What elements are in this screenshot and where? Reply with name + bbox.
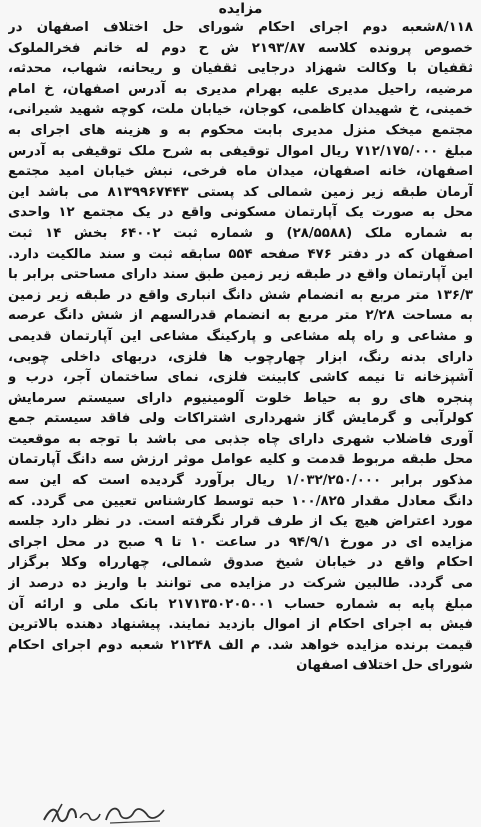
- notice-title: مزایده: [218, 1, 263, 17]
- notice-line: محل به صورت یک آپارتمان مسکونی واقع در یک مجتمع ۱۲ واحدی: [8, 205, 473, 221]
- notice-line: احکام واقع در خیابان شیخ صدوق شمالی، چهارراه وکلا برگزار: [8, 555, 473, 571]
- notice-body: [8, 18, 473, 677]
- notice-line: دارای بدنه رنگ، ابزار چهارچوب ها فلزی، دربهای داخلی چوبی،: [8, 349, 473, 365]
- notice-line: این آپارتمان واقع در طبقه زیر زمین طبق سند دارای مساحتی برابر با: [8, 267, 473, 283]
- notice-line: مبلغ ۷۱۲/۱۷۵/۰۰۰ ریال اموال توقیفی به شرح ملک توقیفی به آدرس: [8, 143, 473, 159]
- notice-line: به شماره ملک (۲۸/۵۵۸۸) و شماره ثبت ۶۴۰۰۲ بخش ۱۴ ثبت: [8, 225, 473, 241]
- notice-line: آرمان طبقه زیر زمین شمالی کد پستی ۸۱۳۹۹۶۷۴۴۳ می باشد این: [8, 184, 473, 200]
- notice-line: می گردد. طالبین شرکت در مزایده می توانند با واریز ده درصد از: [8, 576, 473, 592]
- notice-line: ۸/۱۱۸شعبه دوم اجرای احکام شورای حل اختلاف اصفهان در: [8, 20, 473, 35]
- notice-line: به مساحت ۲/۲۸ متر مربع به انضمام قدرالسهم از شش دانگ عرصه: [8, 308, 473, 324]
- notice-line: آشپزخانه تا نیمه کاشی کابینت فلزی، نمای ساختمان آجر، درب و: [8, 370, 473, 386]
- notice-line: پنجره های رو به حیاط خلوت آلومینیوم دارای سیستم سرمایش: [8, 390, 473, 406]
- notice-line: اصفهان که در دفتر ۴۷۶ صفحه ۵۵۴ سابقه ثبت و سند مالکیت دارد.: [8, 246, 473, 262]
- notice-line: مذکور برابر ۱/۰۳۲/۲۵۰/۰۰۰ ریال برآورد گردیده است که این سه: [8, 473, 473, 489]
- handwritten-signature-icon: [40, 800, 170, 827]
- notice-line: آوری فاضلاب شهری دارای چاه جذبی می باشد با توجه به موقعیت: [8, 431, 473, 447]
- notice-line: محل طبقه مربوط قدمت و کلیه عوامل موثر ارزش سه دانگ آپارتمان: [8, 452, 473, 468]
- notice-line: دانگ معادل مقدار ۱۰۰/۸۲۵ حبه توسط کارشناس تعیین می گردد. که: [8, 493, 473, 509]
- notice-line: مورد اعتراض هیچ یک از طرف قرار نگرفته است. در نظر دارد جلسه: [8, 514, 473, 530]
- notice-line: مرضیه، راحیل مدیری علیه بهرام مدیری به آدرس اصفهان، خ امام: [8, 81, 473, 97]
- notice-line: و مشاعی و راه پله مشاعی و پارکینگ مشاعی این آپارتمان قدیمی: [8, 328, 473, 344]
- notice-line: فیش به اجرای احکام از اموال بازدید نمایند. پیشنهاد دهنده بالاترین: [8, 617, 473, 633]
- notice-line: ثقفیان با وکالت شهزاد درجایی ثقفیان و ریحانه، شهاب، محدثه،: [8, 61, 473, 77]
- notice-line: خصوص پرونده کلاسه ۲۱۹۳/۸۷ ش ح دوم له خانم فخرالملوک: [8, 40, 473, 56]
- notice-line: مبلغ پایه به شماره حساب ۲۱۷۱۳۵۰۲۰۵۰۰۱ بانک ملی و ارائه آن: [8, 596, 473, 612]
- notice-line: کولرآبی و گرمایش گاز شهرداری اشتراکات ولی فاقد سیستم جمع: [8, 411, 473, 427]
- notice-line: شورای حل اختلاف اصفهان: [296, 658, 473, 674]
- notice-line: خمینی، خ شهیدان کاظمی، کوجان، خیابان ملت، کوچه شهید شیرانی،: [8, 102, 473, 118]
- notice-line: قیمت برنده مزایده خواهد شد. م الف ۲۱۲۴۸ شعبه دوم اجرای احکام: [8, 637, 473, 653]
- notice-line: مزایده ای در مورخ ۹۴/۹/۱ در ساعت ۱۰ تا ۹ صبح در محل اجرای: [8, 534, 473, 550]
- notice-line: ۱۳۶/۳ متر مربع به انضمام شش دانگ انباری واقع در طبقه زیر زمین: [8, 287, 473, 303]
- notice-line: اصفهان، خانه اصفهان، میدان ماه فرخی، نبش خیابان امید مجتمع: [8, 164, 473, 180]
- notice-line: مجتمع میخک منزل مدیری بابت محکوم به و هزینه های اجرای به: [8, 122, 473, 138]
